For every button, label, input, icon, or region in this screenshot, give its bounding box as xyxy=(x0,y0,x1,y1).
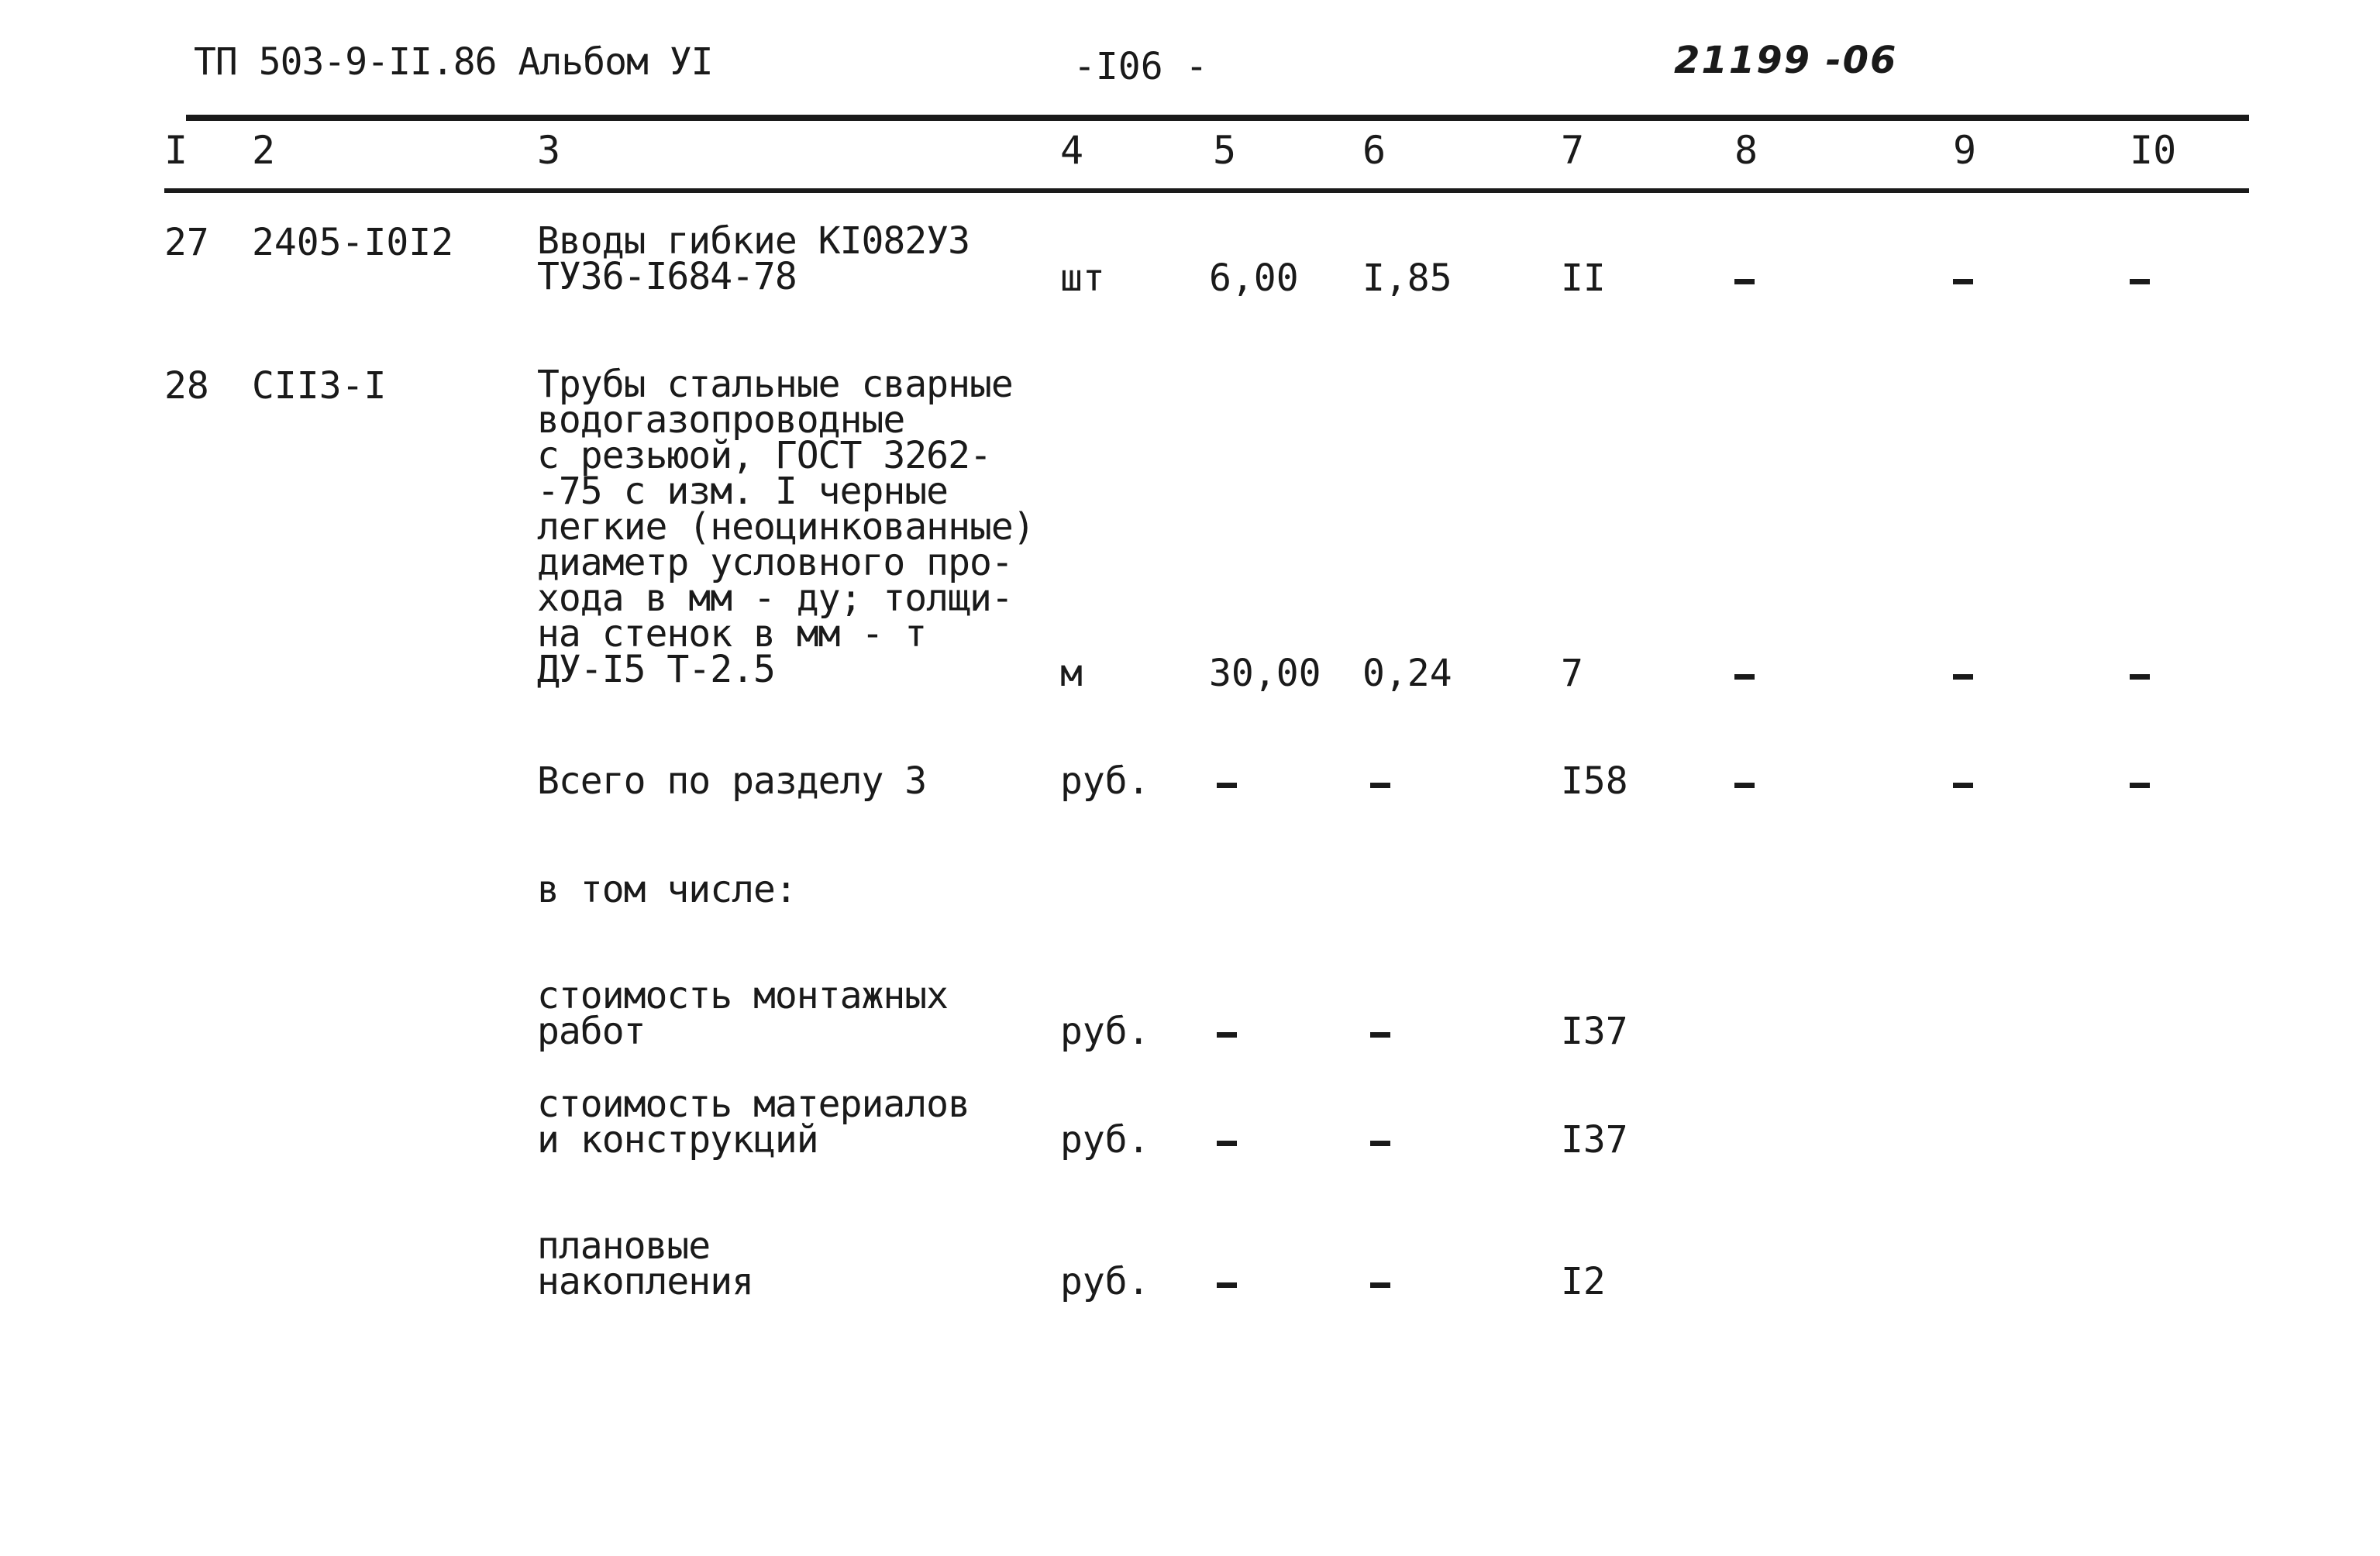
document-code: ТП 503-9-II.86 Альбом УI xyxy=(194,40,713,84)
row-number: 27 xyxy=(164,221,209,264)
column-header-3: 3 xyxy=(537,128,561,173)
row-quantity: 30,00 xyxy=(1209,652,1321,695)
breakdown-label: стоимость монтажных работ xyxy=(537,974,949,1053)
breakdown-col6-empty xyxy=(1370,1141,1390,1146)
section-total-col6-empty xyxy=(1370,783,1390,788)
row-total: II xyxy=(1561,256,1606,300)
column-header-2: 2 xyxy=(252,128,276,173)
row-code: 2405-I0I2 xyxy=(252,221,454,264)
breakdown-col5-empty xyxy=(1217,1141,1237,1146)
column-header-6: 6 xyxy=(1362,128,1386,173)
row-unit: м xyxy=(1060,652,1083,695)
section-total-col10-empty xyxy=(2130,783,2150,788)
column-header-10: I0 xyxy=(2130,128,2177,173)
row-col10-empty xyxy=(2130,279,2150,284)
section-total-col5-empty xyxy=(1217,783,1237,788)
breakdown-col6-empty xyxy=(1370,1282,1390,1288)
breakdown-label: стоимость материалов и конструкций xyxy=(537,1083,970,1162)
column-header-4: 4 xyxy=(1060,128,1084,173)
breakdown-label: плановые накопления xyxy=(537,1224,753,1303)
breakdown-col5-empty xyxy=(1217,1282,1237,1288)
breakdown-col6-empty xyxy=(1370,1032,1390,1038)
section-total-value: I58 xyxy=(1561,759,1628,803)
table-top-rule xyxy=(186,115,2249,121)
row-unit-price: 0,24 xyxy=(1362,652,1452,695)
row-unit: шт xyxy=(1060,256,1105,300)
row-col9-empty xyxy=(1953,674,1973,680)
section-total-unit: руб. xyxy=(1060,759,1150,803)
row-unit-price: I,85 xyxy=(1362,256,1452,300)
row-code: СII3-I xyxy=(252,364,387,408)
column-header-8: 8 xyxy=(1734,128,1758,173)
row-col8-empty xyxy=(1734,279,1755,284)
section-total-col8-empty xyxy=(1734,783,1755,788)
column-header-1: I xyxy=(164,128,188,173)
row-description: Трубы стальные сварные водогазопроводные с резьюой, ГОСТ 3262- -75 с изм. I черные легкие (неоцинкованные) диаметр условного про- хода в мм - ду; толщи- на стенок в мм - т ДУ-I5 Т-2.5 xyxy=(537,363,1035,691)
breakdown-unit: руб. xyxy=(1060,1118,1150,1162)
breakdown-value: I37 xyxy=(1561,1010,1628,1053)
section-total-label: Всего по разделу 3 xyxy=(537,759,927,803)
column-header-9: 9 xyxy=(1953,128,1977,173)
table-header-rule xyxy=(164,188,2249,193)
breakdown-value: I2 xyxy=(1561,1260,1606,1303)
row-quantity: 6,00 xyxy=(1209,256,1299,300)
row-col8-empty xyxy=(1734,674,1755,680)
breakdown-unit: руб. xyxy=(1060,1260,1150,1303)
row-number: 28 xyxy=(164,364,209,408)
column-header-5: 5 xyxy=(1213,128,1237,173)
breakdown-value: I37 xyxy=(1561,1118,1628,1162)
including-label: в том числе: xyxy=(537,868,797,911)
row-col10-empty xyxy=(2130,674,2150,680)
row-total: 7 xyxy=(1561,652,1583,695)
breakdown-col5-empty xyxy=(1217,1032,1237,1038)
column-header-7: 7 xyxy=(1561,128,1585,173)
archive-number: 21199 -06 xyxy=(1674,39,1898,82)
breakdown-unit: руб. xyxy=(1060,1010,1150,1053)
page-number: -I06 - xyxy=(1073,45,1208,88)
row-description: Вводы гибкие КI082У3 ТУ36-I684-78 xyxy=(537,219,970,298)
row-col9-empty xyxy=(1953,279,1973,284)
section-total-col9-empty xyxy=(1953,783,1973,788)
